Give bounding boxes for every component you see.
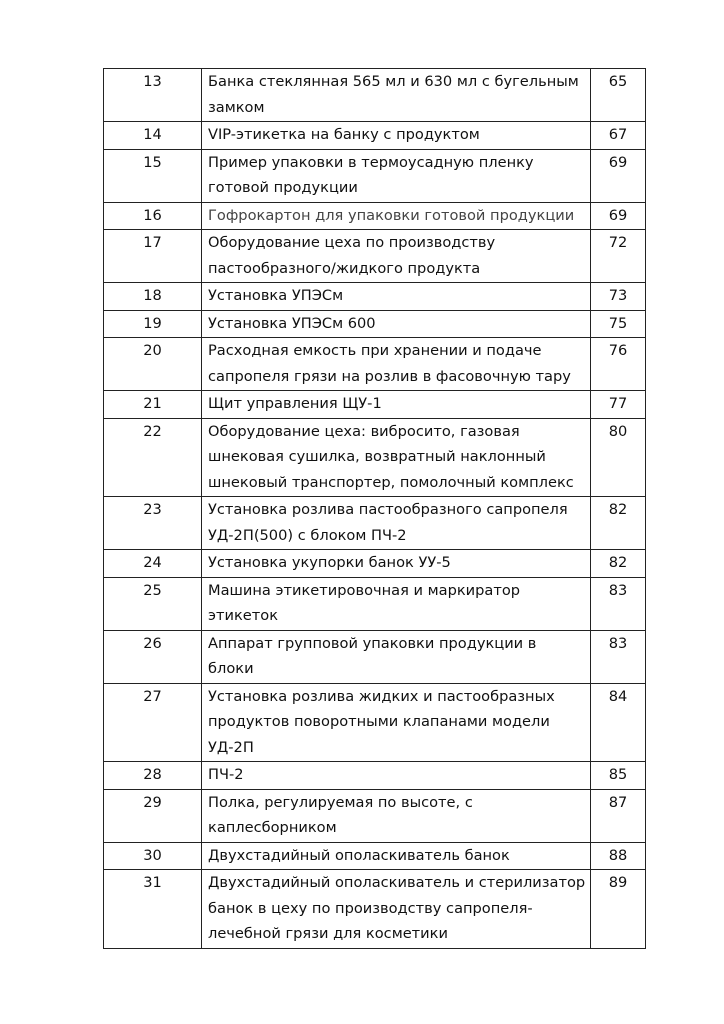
table-row — [104, 497, 646, 550]
row-page: 69 — [591, 202, 646, 230]
row-number: 18 — [104, 283, 202, 311]
table-row — [104, 577, 646, 630]
row-title: Аппарат групповой упаковки продукции в блоки — [202, 630, 591, 683]
row-page: 89 — [591, 870, 646, 949]
row-title: Установка розлива пастообразного сапропеля УД-2П(500) с блоком ПЧ-2 — [202, 497, 591, 550]
row-number: 15 — [104, 149, 202, 202]
row-page: 75 — [591, 310, 646, 338]
row-page: 85 — [591, 762, 646, 790]
row-number: 25 — [104, 577, 202, 630]
row-title: VIP-этикетка на банку с продуктом — [202, 122, 591, 150]
row-title: Установка УПЭСм — [202, 283, 591, 311]
table-row — [104, 418, 646, 497]
row-number: 29 — [104, 789, 202, 842]
row-number: 26 — [104, 630, 202, 683]
table-row — [104, 149, 646, 202]
row-number: 14 — [104, 122, 202, 150]
row-page: 88 — [591, 842, 646, 870]
row-page: 82 — [591, 497, 646, 550]
table-row — [104, 842, 646, 870]
row-title: Установка укупорки банок УУ-5 — [202, 550, 591, 578]
table-row — [104, 122, 646, 150]
row-title: Двухстадийный ополаскиватель и стерилизатор банок в цеху по производству сапропеля-лечебной грязи для косметики — [202, 870, 591, 949]
table-row — [104, 202, 646, 230]
table-row — [104, 310, 646, 338]
row-title: Установка УПЭСм 600 — [202, 310, 591, 338]
row-number: 13 — [104, 69, 202, 122]
row-page: 69 — [591, 149, 646, 202]
table-row — [104, 69, 646, 122]
row-title: Пример упаковки в термоусадную пленку готовой продукции — [202, 149, 591, 202]
table-row — [104, 550, 646, 578]
row-page: 77 — [591, 391, 646, 419]
row-page: 84 — [591, 683, 646, 762]
row-number: 19 — [104, 310, 202, 338]
row-page: 83 — [591, 577, 646, 630]
row-title: Щит управления ЩУ-1 — [202, 391, 591, 419]
row-title: ПЧ-2 — [202, 762, 591, 790]
row-number: 24 — [104, 550, 202, 578]
table-row — [104, 762, 646, 790]
row-number: 21 — [104, 391, 202, 419]
row-number: 23 — [104, 497, 202, 550]
row-title: Банка стеклянная 565 мл и 630 мл с бугельным замком — [202, 69, 591, 122]
row-title: Полка, регулируемая по высоте, с каплесборником — [202, 789, 591, 842]
table-row — [104, 683, 646, 762]
row-title: Машина этикетировочная и маркиратор этикеток — [202, 577, 591, 630]
table-row — [104, 283, 646, 311]
table-row — [104, 789, 646, 842]
table-row — [104, 391, 646, 419]
table-row — [104, 230, 646, 283]
row-number: 16 — [104, 202, 202, 230]
row-page: 73 — [591, 283, 646, 311]
row-page: 83 — [591, 630, 646, 683]
row-number: 28 — [104, 762, 202, 790]
row-title: Двухстадийный ополаскиватель банок — [202, 842, 591, 870]
row-page: 65 — [591, 69, 646, 122]
row-page: 76 — [591, 338, 646, 391]
row-number: 27 — [104, 683, 202, 762]
row-number: 17 — [104, 230, 202, 283]
table-row — [104, 630, 646, 683]
row-number: 20 — [104, 338, 202, 391]
row-number: 30 — [104, 842, 202, 870]
figures-list-table — [103, 68, 646, 949]
table-row — [104, 870, 646, 949]
row-page: 87 — [591, 789, 646, 842]
row-page: 72 — [591, 230, 646, 283]
row-title: Расходная емкость при хранении и подаче сапропеля грязи на розлив в фасовочную тару — [202, 338, 591, 391]
row-page: 80 — [591, 418, 646, 497]
row-number: 22 — [104, 418, 202, 497]
row-title: Оборудование цеха по производству пастообразного/жидкого продукта — [202, 230, 591, 283]
row-number: 31 — [104, 870, 202, 949]
row-title: Гофрокартон для упаковки готовой продукции — [202, 202, 591, 230]
row-title: Установка розлива жидких и пастообразных продуктов поворотными клапанами модели УД-2П — [202, 683, 591, 762]
table-row — [104, 338, 646, 391]
row-page: 82 — [591, 550, 646, 578]
row-page: 67 — [591, 122, 646, 150]
row-title: Оборудование цеха: вибросито, газовая шнековая сушилка, возвратный наклонный шнековый транспортер, помолочный комплекс — [202, 418, 591, 497]
